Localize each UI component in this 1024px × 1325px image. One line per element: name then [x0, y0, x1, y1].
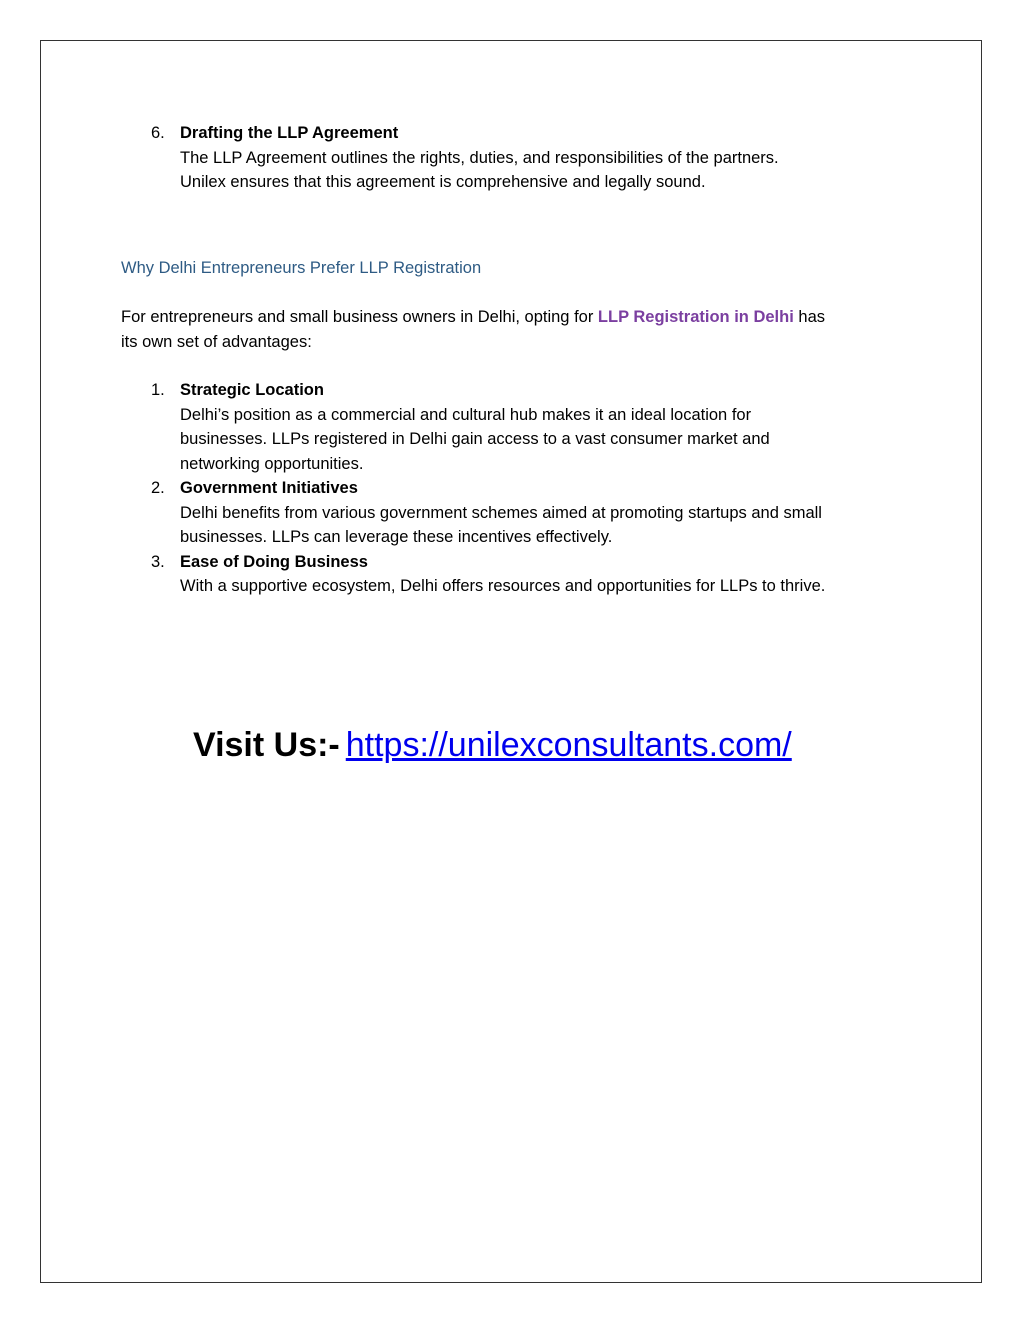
- list-number: 3.: [151, 552, 165, 571]
- list-item-title: Ease of Doing Business: [180, 552, 368, 571]
- advantages-list: [121, 378, 921, 599]
- list-number: 6.: [151, 124, 165, 142]
- list-item-title: Strategic Location: [180, 381, 324, 399]
- intro-paragraph: [121, 305, 901, 354]
- list-item-title: Drafting the LLP Agreement: [180, 124, 399, 142]
- intro-text-after: has: [798, 308, 826, 326]
- list-item-text-line: Unilex ensures that this agreement is comprehensive and legally sound.: [180, 173, 706, 191]
- list-item-title: Government Initiatives: [180, 479, 358, 497]
- website-link[interactable]: https://unilexconsultants.com/: [345, 726, 792, 764]
- visit-us-label: Visit Us:-: [193, 726, 340, 764]
- intro-text: For entrepreneurs and small business owners in Delhi, opting for: [121, 308, 594, 326]
- list-number: 2.: [151, 479, 165, 497]
- list-item-text-line: businesses. LLPs can leverage these incentives effectively.: [180, 528, 613, 546]
- list-item-text-line: The LLP Agreement outlines the rights, duties, and responsibilities of the partners.: [180, 148, 779, 167]
- section-drafting-llp-agreement: [121, 121, 901, 195]
- list-item-text-line: businesses. LLPs registered in Delhi gain access to a vast consumer market and: [180, 430, 770, 448]
- list-item-text-line: Delhi benefits from various government schemes aimed at promoting startups and small: [180, 503, 822, 522]
- page-border: [40, 40, 982, 1283]
- list-item-text-line: Delhi’s position as a commercial and cultural hub makes it an ideal location for: [180, 405, 752, 424]
- llp-registration-link[interactable]: LLP Registration in Delhi: [597, 308, 794, 326]
- intro-text-line2: its own set of advantages:: [121, 332, 312, 351]
- list-item: [121, 378, 921, 476]
- list-item: [121, 550, 921, 599]
- list-item: [121, 476, 921, 550]
- list-number: 1.: [151, 381, 165, 399]
- list-item: [121, 121, 901, 195]
- list-item-text-line: networking opportunities.: [180, 454, 364, 473]
- section-heading: Why Delhi Entrepreneurs Prefer LLP Registration: [121, 259, 482, 277]
- visit-us-line: [193, 721, 792, 769]
- list-item-text-line: With a supportive ecosystem, Delhi offers resources and opportunities for LLPs to thrive.: [180, 577, 826, 595]
